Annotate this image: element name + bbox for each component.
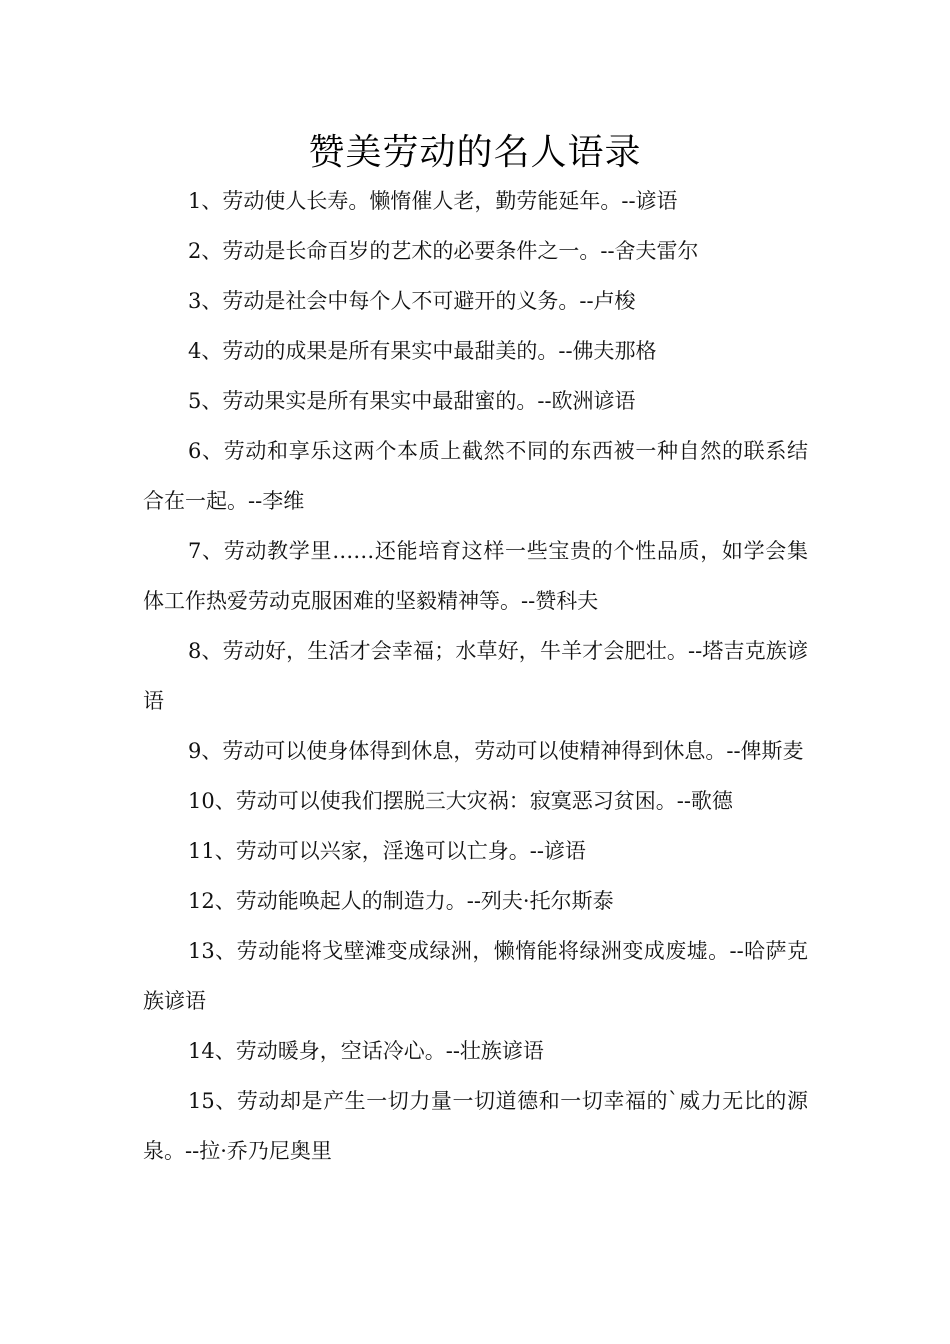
quote-item: 11、劳动可以兴家，淫逸可以亡身。--谚语 bbox=[188, 839, 586, 863]
quote-item: 7、劳动教学里……还能培育这样一些宝贵的个性品质，如学会集体工作热爱劳动克服困难的坚毅精神等。--赞科夫 bbox=[143, 539, 808, 613]
document-title: 赞美劳动的名人语录 bbox=[308, 132, 642, 173]
quote-item: 4、劳动的成果是所有果实中最甜美的。--佛夫那格 bbox=[188, 339, 657, 363]
quote-item: 8、劳动好，生活才会幸福；水草好，牛羊才会肥壮。--塔吉克族谚语 bbox=[143, 639, 808, 713]
quote-item: 5、劳动果实是所有果实中最甜蜜的。--欧洲谚语 bbox=[188, 389, 636, 413]
quote-item: 3、劳动是社会中每个人不可避开的义务。--卢梭 bbox=[188, 289, 636, 313]
quote-item: 9、劳动可以使身体得到休息，劳动可以使精神得到休息。--俾斯麦 bbox=[188, 739, 804, 763]
quote-item: 1、劳动使人长寿。懒惰催人老，勤劳能延年。--谚语 bbox=[188, 189, 678, 213]
quote-item: 13、劳动能将戈壁滩变成绿洲，懒惰能将绿洲变成废墟。--哈萨克族谚语 bbox=[143, 939, 808, 1013]
quote-item: 2、劳动是长命百岁的艺术的必要条件之一。--舍夫雷尔 bbox=[188, 239, 699, 263]
quote-item: 14、劳动暖身，空话冷心。--壮族谚语 bbox=[188, 1039, 544, 1063]
quote-item: 15、劳动却是产生一切力量一切道德和一切幸福的`威力无比的源泉。--拉·乔乃尼奥里 bbox=[143, 1089, 808, 1163]
quote-list bbox=[143, 176, 808, 1176]
quote-item: 6、劳动和享乐这两个本质上截然不同的东西被一种自然的联系结合在一起。--李维 bbox=[143, 439, 808, 513]
quote-item: 12、劳动能唤起人的制造力。--列夫·托尔斯泰 bbox=[188, 889, 614, 913]
quote-item: 10、劳动可以使我们摆脱三大灾祸：寂寞恶习贫困。--歌德 bbox=[188, 789, 733, 813]
